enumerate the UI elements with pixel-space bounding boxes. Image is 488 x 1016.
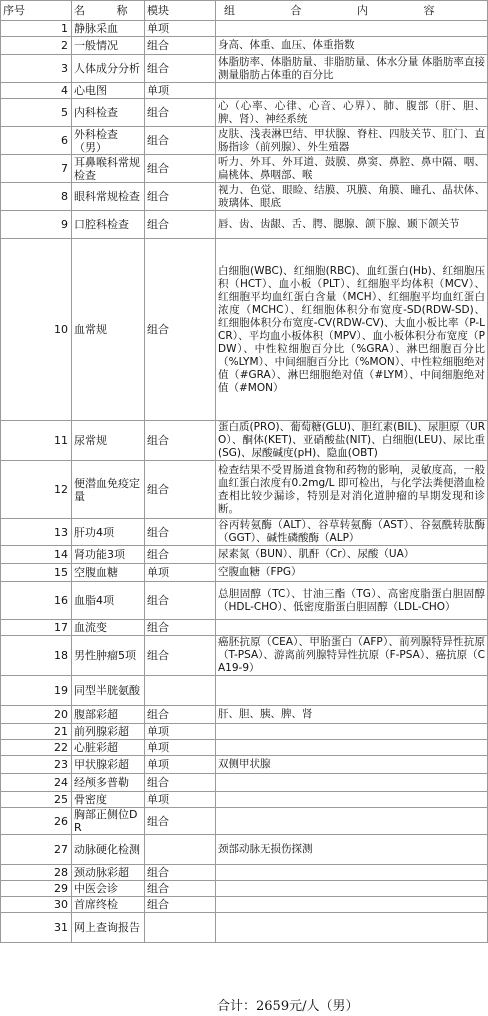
table-row	[1, 676, 488, 706]
item-name: 男性肿瘤5项	[72, 636, 145, 676]
item-content: 皮肤、浅表淋巴结、甲状腺、脊柱、四肢关节、肛门、直肠指诊（前列腺）、外生殖器	[216, 127, 488, 155]
table-row	[1, 897, 488, 913]
item-content: 检查结果不受胃肠道食物和药物的影响，灵敏度高，一般血红蛋白浓度有0.2mg/L 即可检出，与化学法粪便潜血检查相比较少漏诊，特别是对消化道肿瘤的早期发现和诊断。	[216, 461, 488, 519]
row-number: 7	[1, 155, 72, 183]
item-name: 网上查询报告	[72, 913, 145, 943]
item-content: 身高、体重、血压、体重指数	[216, 37, 488, 55]
table-row	[1, 740, 488, 756]
item-name: 一般情况	[72, 37, 145, 55]
table-row	[1, 564, 488, 582]
item-content: 肝、胆、胰、脾、肾	[216, 706, 488, 724]
item-name: 肾功能3项	[72, 546, 145, 564]
row-number: 17	[1, 620, 72, 636]
item-content	[216, 897, 488, 913]
table-row	[1, 620, 488, 636]
item-name: 中医会诊	[72, 881, 145, 897]
table-body	[1, 21, 488, 943]
item-name: 胸部正侧位DR	[72, 808, 145, 835]
item-module: 组合	[145, 461, 216, 519]
row-number: 12	[1, 461, 72, 519]
row-number: 31	[1, 913, 72, 943]
item-module	[145, 913, 216, 943]
item-module: 组合	[145, 808, 216, 835]
row-number: 20	[1, 706, 72, 724]
header-name: 名 称	[72, 1, 145, 21]
item-module: 组合	[145, 546, 216, 564]
row-number: 29	[1, 881, 72, 897]
item-module: 单项	[145, 724, 216, 740]
item-content: 听力、外耳、外耳道、鼓膜、鼻窦、鼻腔、鼻中隔、咽、扁桃体、鼻咽部、喉	[216, 155, 488, 183]
item-content: 体脂肪率、体脂肪量、非脂肪量、体水分量 体脂肪率直接测量脂肪占体重的百分比	[216, 55, 488, 83]
table-row	[1, 37, 488, 55]
item-content	[216, 620, 488, 636]
row-number: 10	[1, 239, 72, 421]
row-number: 26	[1, 808, 72, 835]
row-number: 6	[1, 127, 72, 155]
item-module: 组合	[145, 127, 216, 155]
item-name: 腹部彩超	[72, 706, 145, 724]
item-module: 组合	[145, 620, 216, 636]
header-seq: 序号	[1, 1, 72, 21]
row-number: 2	[1, 37, 72, 55]
item-name: 耳鼻喉科常规检查	[72, 155, 145, 183]
item-content: 心（心率、心律、心音、心界）、肺、腹部（肝、胆、脾、肾）、神经系统	[216, 99, 488, 127]
item-name: 经颅多普勒	[72, 774, 145, 792]
item-name: 外科检查（男）	[72, 127, 145, 155]
item-content	[216, 774, 488, 792]
table-row	[1, 461, 488, 519]
item-name: 尿常规	[72, 421, 145, 461]
table-row	[1, 582, 488, 620]
item-content	[216, 676, 488, 706]
row-number: 14	[1, 546, 72, 564]
item-content: 总胆固醇（TC）、甘油三酯（TG）、高密度脂蛋白胆固醇（HDL-CHO）、低密度脂蛋白胆固醇（LDL-CHO）	[216, 582, 488, 620]
table-row	[1, 881, 488, 897]
item-module: 单项	[145, 740, 216, 756]
item-module: 组合	[145, 897, 216, 913]
item-content	[216, 913, 488, 943]
row-number: 21	[1, 724, 72, 740]
header-module: 模块	[145, 1, 216, 21]
item-content: 癌胚抗原（CEA）、甲胎蛋白（AFP）、前列腺特异性抗原（T-PSA）、游离前列腺特异性抗原（F-PSA）、癌抗原（CA19-9）	[216, 636, 488, 676]
table-row	[1, 519, 488, 546]
table-row	[1, 792, 488, 808]
row-number: 1	[1, 21, 72, 37]
row-number: 9	[1, 211, 72, 239]
item-content	[216, 21, 488, 37]
table-header-row	[1, 1, 488, 21]
item-content: 蛋白质(PRO)、葡萄糖(GLU)、胆红素(BIL)、尿胆原（URO）、酮体(KET)、亚硝酸盐(NIT)、白细胞(LEU)、尿比重(SG)、尿酸碱度(pH)、隐血(OBT)	[216, 421, 488, 461]
table-row	[1, 99, 488, 127]
item-module: 组合	[145, 582, 216, 620]
item-module: 单项	[145, 756, 216, 774]
table-row	[1, 239, 488, 421]
item-module: 单项	[145, 792, 216, 808]
item-content	[216, 83, 488, 99]
item-name: 血常规	[72, 239, 145, 421]
total-price: 合计：2659元/人（男）	[217, 999, 359, 1014]
item-name: 前列腺彩超	[72, 724, 145, 740]
item-name: 颈动脉彩超	[72, 865, 145, 881]
table-row	[1, 835, 488, 865]
item-name: 血脂4项	[72, 582, 145, 620]
item-content: 尿素氮（BUN）、肌酐（Cr）、尿酸（UA）	[216, 546, 488, 564]
item-module	[145, 835, 216, 865]
item-name: 口腔科检查	[72, 211, 145, 239]
item-content: 谷丙转氨酶（ALT）、谷草转氨酶（AST）、谷氨酰转肽酶（GGT）、碱性磷酸酶（ALP）	[216, 519, 488, 546]
table-row	[1, 913, 488, 943]
table-row	[1, 21, 488, 37]
item-module: 组合	[145, 865, 216, 881]
row-number: 23	[1, 756, 72, 774]
item-content: 视力、色觉、眼睑、结膜、巩膜、角膜、瞳孔、晶状体、玻璃体、眼底	[216, 183, 488, 211]
item-module: 组合	[145, 155, 216, 183]
item-name: 心电图	[72, 83, 145, 99]
item-module: 组合	[145, 99, 216, 127]
item-content	[216, 740, 488, 756]
row-number: 18	[1, 636, 72, 676]
item-content	[216, 881, 488, 897]
table-row	[1, 865, 488, 881]
table-row	[1, 546, 488, 564]
item-content	[216, 865, 488, 881]
table-row	[1, 211, 488, 239]
item-module: 组合	[145, 519, 216, 546]
item-content	[216, 724, 488, 740]
item-name: 首席终检	[72, 897, 145, 913]
item-name: 便潜血免疫定量	[72, 461, 145, 519]
row-number: 16	[1, 582, 72, 620]
item-module: 组合	[145, 37, 216, 55]
item-content: 空腹血糖（FPG）	[216, 564, 488, 582]
row-number: 15	[1, 564, 72, 582]
item-module: 组合	[145, 774, 216, 792]
row-number: 3	[1, 55, 72, 83]
item-module: 组合	[145, 211, 216, 239]
header-content: 组 合 内 容	[216, 1, 488, 21]
item-module: 组合	[145, 421, 216, 461]
row-number: 27	[1, 835, 72, 865]
item-content: 颈部动脉无损伤探测	[216, 835, 488, 865]
row-number: 13	[1, 519, 72, 546]
item-module: 组合	[145, 881, 216, 897]
row-number: 25	[1, 792, 72, 808]
table-row	[1, 774, 488, 792]
item-content	[216, 792, 488, 808]
row-number: 22	[1, 740, 72, 756]
item-name: 眼科常规检查	[72, 183, 145, 211]
table-row	[1, 83, 488, 99]
row-number: 8	[1, 183, 72, 211]
table-row	[1, 55, 488, 83]
item-name: 空腹血糖	[72, 564, 145, 582]
item-name: 骨密度	[72, 792, 145, 808]
table-row	[1, 127, 488, 155]
row-number: 30	[1, 897, 72, 913]
row-number: 24	[1, 774, 72, 792]
item-module: 单项	[145, 564, 216, 582]
row-number: 11	[1, 421, 72, 461]
item-name: 动脉硬化检测	[72, 835, 145, 865]
table-row	[1, 421, 488, 461]
table-row	[1, 183, 488, 211]
item-module: 组合	[145, 239, 216, 421]
item-content: 唇、齿、齿龈、舌、腭、腮腺、颌下腺、颞下颌关节	[216, 211, 488, 239]
item-name: 静脉采血	[72, 21, 145, 37]
table-row	[1, 756, 488, 774]
table-row	[1, 724, 488, 740]
item-module: 组合	[145, 636, 216, 676]
item-name: 心脏彩超	[72, 740, 145, 756]
item-module	[145, 676, 216, 706]
row-number: 19	[1, 676, 72, 706]
item-module: 组合	[145, 55, 216, 83]
table-row	[1, 636, 488, 676]
item-name: 肝功4项	[72, 519, 145, 546]
item-module: 单项	[145, 83, 216, 99]
table-row	[1, 155, 488, 183]
table-row	[1, 808, 488, 835]
item-module: 单项	[145, 21, 216, 37]
item-module: 组合	[145, 706, 216, 724]
item-content: 双侧甲状腺	[216, 756, 488, 774]
item-name: 甲状腺彩超	[72, 756, 145, 774]
item-name: 同型半胱氨酸	[72, 676, 145, 706]
item-module: 组合	[145, 183, 216, 211]
item-content: 白细胞(WBC)、红细胞(RBC)、血红蛋白(Hb)、红细胞压积（HCT）、血小板（PLT）、红细胞平均体积（MCV）、红细胞平均血红蛋白含量（MCH）、红细胞平均血红蛋白浓度（MCHC）、红细胞体积分布宽度-SD(RDW-SD)、 红细胞体积分布宽度-CV(RDW-CV)、大血小板比率（P-LCR）、平均血小板体积（MPV）、血小板体积分布宽度（PDW）、中性粒细胞百分比（%GRA）、淋巴细胞百分比（%LYM）、中间细胞百分比（%MON）、中性粒细胞绝对值（#GRA）、淋巴细胞绝对值（#LYM）、中间细胞绝对值（#MON）	[216, 239, 488, 421]
item-name: 血流变	[72, 620, 145, 636]
table-row	[1, 706, 488, 724]
item-name: 内科检查	[72, 99, 145, 127]
item-name: 人体成分分析	[72, 55, 145, 83]
item-content	[216, 808, 488, 835]
row-number: 28	[1, 865, 72, 881]
row-number: 4	[1, 83, 72, 99]
row-number: 5	[1, 99, 72, 127]
